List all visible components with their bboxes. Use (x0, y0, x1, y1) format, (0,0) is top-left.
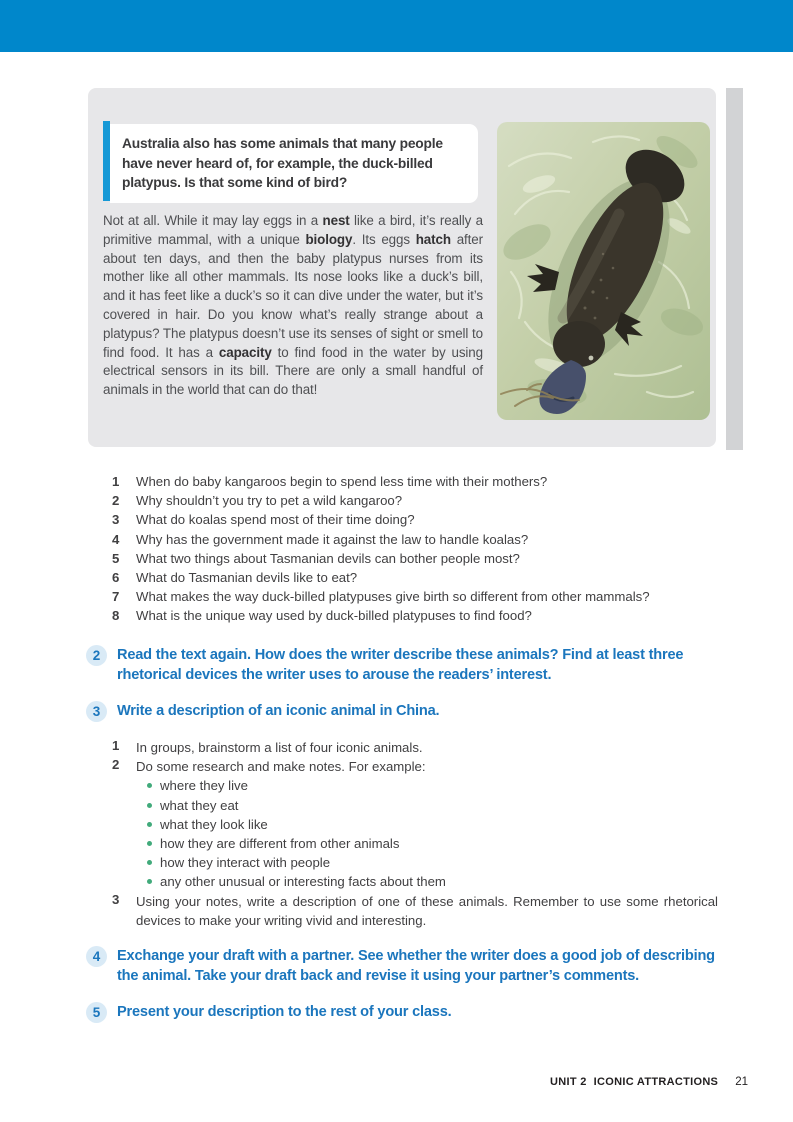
question-text: Why shouldn’t you try to pet a wild kangaroo? (136, 493, 403, 509)
task-heading-text: Read the text again. How does the writer describe these animals? Find at least three rhetorical devices the writer uses to arouse the readers’ interest. (117, 647, 684, 683)
step-body (136, 757, 718, 891)
question-text: What is the unique way used by duck-billed platypuses to find food? (136, 608, 532, 624)
unit-title: ICONIC ATTRACTIONS (593, 1076, 719, 1088)
question-item (112, 568, 712, 587)
bullet-icon (147, 860, 152, 865)
bullet-text: where they live (160, 778, 248, 794)
question-number: 2 (112, 493, 120, 509)
step-text: In groups, brainstorm a list of four iconic animals. (136, 740, 423, 755)
page-number: 21 (735, 1076, 748, 1088)
step-text: Do some research and make notes. For example: (136, 759, 426, 775)
question-item (112, 510, 712, 529)
page-footer (550, 1076, 748, 1088)
comprehension-questions (112, 472, 712, 626)
task-number-badge: 5 (86, 1002, 107, 1023)
step-text: Using your notes, write a description of one of these animals. Remember to use some rhetorical devices to make your writing vivid and interesting. (136, 893, 718, 928)
interview-question-box (110, 124, 478, 203)
question-accent-bar (103, 121, 110, 201)
bullet-text: how they interact with people (160, 855, 331, 871)
question-number: 7 (112, 589, 120, 605)
step-body (136, 738, 718, 757)
reading-panel (88, 88, 716, 447)
question-number: 8 (112, 608, 120, 624)
task-heading-row (86, 646, 718, 685)
question-item (112, 606, 712, 625)
bullet-icon (147, 879, 152, 884)
question-number: 5 (112, 550, 120, 566)
question-item (112, 587, 712, 606)
task-block (86, 947, 718, 986)
bullet-text: any other unusual or interesting facts about them (160, 874, 446, 890)
bullet-text: what they look like (160, 816, 268, 832)
question-item (112, 549, 712, 568)
bullet-item (147, 796, 718, 815)
task-heading-row (86, 1003, 718, 1023)
task-heading-row (86, 702, 718, 722)
task-number-badge: 2 (86, 645, 107, 666)
question-number: 1 (112, 474, 120, 489)
bullet-icon (147, 822, 152, 827)
answer-paragraph: Not at all. While it may lay eggs in a nest like a bird, it’s really a primitive mammal, with a unique biology. Its eggs hatch after about ten days, and then the baby platypus nurses from its mother like all other mammals. Its nose looks like a duck’s bill, and it has feet like a duck’s so it can dive under the water, but it’s covered in hair. Do you know what’s really strange about a platypus? The platypus doesn’t use its senses of sight or smell to find food. It has a capacity to find food in the water by using electrical sensors in its bill. There are only a small handful of animals in the world that can do that! (103, 213, 483, 398)
bullet-item (147, 815, 718, 834)
step-number: 1 (112, 738, 120, 753)
question-item (112, 472, 712, 491)
question-number: 6 (112, 570, 120, 586)
platypus-photo (497, 122, 710, 420)
question-text: When do baby kangaroos begin to spend less time with their mothers? (136, 474, 548, 489)
question-item (112, 491, 712, 510)
bullet-text: how they are different from other animals (160, 836, 400, 852)
bullet-item (147, 776, 718, 795)
task-heading-text: Exchange your draft with a partner. See whether the writer does a good job of describing the animal. Take your draft back and revise it using your partner’s comments. (117, 948, 715, 984)
interview-question-text: Australia also has some animals that many people have never heard of, for example, the duck-billed platypus. Is that some kind of bird? (122, 136, 443, 190)
task-number-badge: 3 (86, 701, 107, 722)
page-header-band (0, 0, 793, 52)
task-heading-text: Present your description to the rest of your class. (117, 1004, 452, 1021)
step-item (112, 757, 718, 891)
question-item (112, 530, 712, 549)
unit-label: UNIT 2 (550, 1076, 587, 1088)
step-item (112, 892, 718, 930)
task-block (86, 1003, 718, 1023)
page-edge-strip (726, 88, 743, 450)
bullet-item (147, 834, 718, 853)
task-block (86, 702, 718, 930)
bullet-item (147, 853, 718, 872)
task-number-badge: 4 (86, 946, 107, 967)
task-list (86, 646, 718, 1040)
question-text: What two things about Tasmanian devils can bother people most? (136, 550, 520, 566)
bullet-icon (147, 783, 152, 788)
platypus-photo-illustration (497, 122, 710, 420)
step-number: 3 (112, 891, 120, 907)
task-heading-text: Write a description of an iconic animal in China. (117, 703, 440, 719)
step-body (136, 892, 718, 930)
bullet-icon (147, 841, 152, 846)
question-text: What do koalas spend most of their time doing? (136, 512, 415, 528)
step-item (112, 738, 718, 757)
bullet-item (147, 872, 718, 891)
question-text: What makes the way duck-billed platypuses give birth so different from other mammals? (136, 589, 650, 605)
question-text: Why has the government made it against the law to handle koalas? (136, 531, 529, 547)
task-block (86, 646, 718, 685)
question-number: 3 (112, 512, 120, 528)
question-text: What do Tasmanian devils like to eat? (136, 570, 358, 586)
bullet-text: what they eat (160, 797, 239, 813)
step-number: 2 (112, 757, 120, 773)
task-steps (112, 738, 718, 930)
bullet-icon (147, 803, 152, 808)
task-heading-row (86, 947, 718, 986)
question-number: 4 (112, 531, 120, 547)
